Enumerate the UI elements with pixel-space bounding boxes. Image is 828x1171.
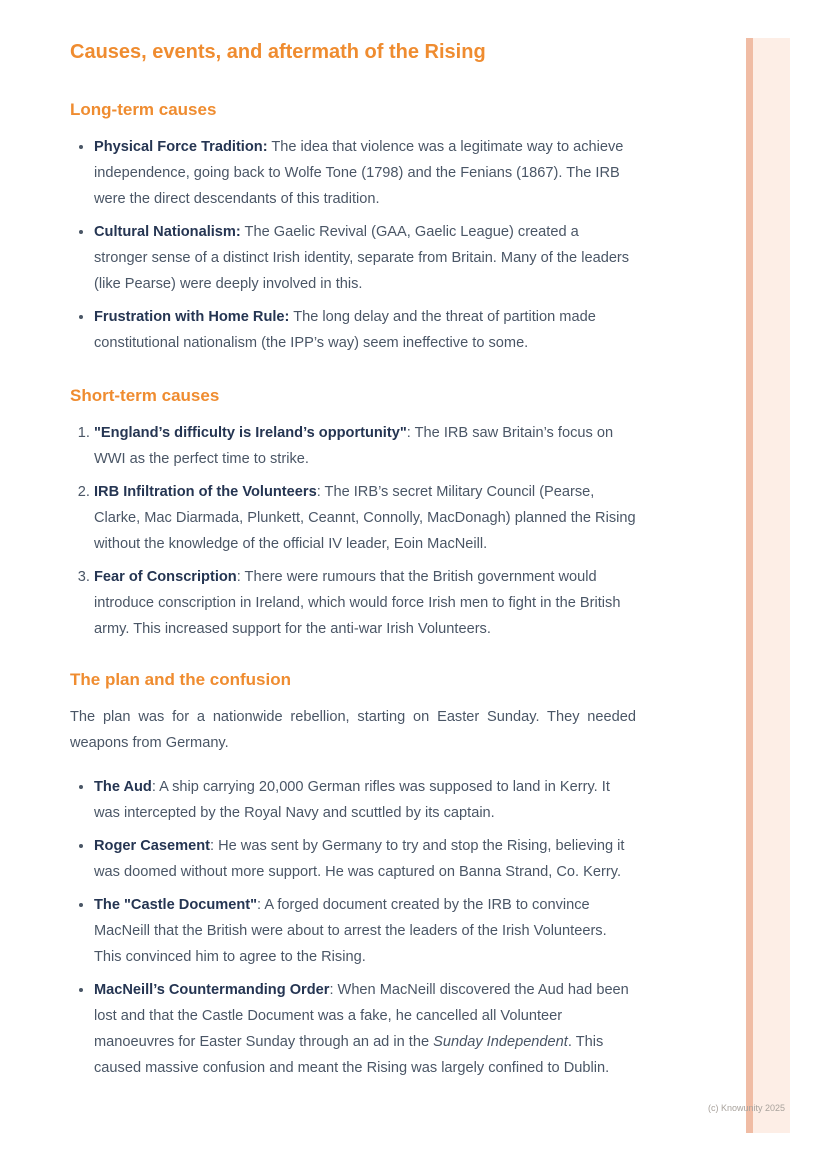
term-bold: Frustration with Home Rule: — [94, 309, 290, 325]
bullet-list — [70, 774, 636, 1081]
copyright-footer: (c) Knowunity 2025 — [707, 1103, 785, 1113]
bullet-list — [70, 134, 636, 356]
section-short-term-causes — [70, 386, 636, 642]
section-heading: Long-term causes — [70, 100, 217, 119]
section-long-term-causes — [70, 100, 636, 356]
list-item — [94, 479, 636, 557]
term-bold: IRB Infiltration of the Volunteers — [94, 484, 317, 500]
item-text: : He was sent by Germany to try and stop the Rising, believing it was doomed without more support. He was captured on Banna Strand, Co. Kerry. — [94, 838, 625, 880]
right-accent-bar — [746, 38, 790, 1133]
numbered-list — [70, 420, 636, 642]
term-bold: Fear of Conscription — [94, 569, 237, 585]
term-bold: "England’s difficulty is Ireland’s opportunity" — [94, 425, 407, 441]
term-bold: Roger Casement — [94, 838, 210, 854]
list-item — [94, 833, 636, 885]
section-heading: Short-term causes — [70, 386, 220, 405]
list-item — [94, 134, 636, 212]
term-bold: Cultural Nationalism: — [94, 224, 241, 240]
list-item — [94, 304, 636, 356]
term-bold: The Aud — [94, 779, 152, 795]
page-title: Causes, events, and aftermath of the Rising — [70, 41, 486, 63]
term-bold: The "Castle Document" — [94, 897, 258, 913]
item-text: The Gaelic Revival (GAA, Gaelic League) created a stronger sense of a distinct Irish identity, separate from Britain. Many of the leaders (like Pearse) were deeply involved in this. — [94, 224, 630, 292]
section-heading: The plan and the confusion — [70, 670, 291, 689]
item-text: : There were rumours that the British government would introduce conscription in Ireland, which would force Irish men to fight in the British army. This increased support for the anti-war Irish Volunteers. — [94, 569, 621, 637]
item-text: : The IRB saw Britain’s focus on WWI as the perfect time to strike. — [94, 425, 614, 467]
list-item — [94, 219, 636, 297]
list-item — [94, 977, 636, 1081]
document-content — [70, 40, 636, 1081]
item-text: The idea that violence was a legitimate way to achieve independence, going back to Wolfe Tone (1798) and the Fenians (1867). The IRB were the direct descendants of this tradition. — [94, 139, 624, 207]
item-text: : A forged document created by the IRB to convince MacNeill that the British were about to arrest the leaders of the Irish Volunteers. This convinced him to agree to the Rising. — [94, 897, 607, 965]
item-text: The long delay and the threat of partition made constitutional nationalism (the IPP’s way) seem ineffective to some. — [94, 309, 596, 351]
list-item — [94, 892, 636, 970]
section-paragraph: The plan was for a nationwide rebellion, starting on Easter Sunday. They needed weapons from Germany. — [70, 709, 636, 751]
item-text: . This caused massive confusion and meant the Rising was largely confined to Dublin. — [94, 1034, 610, 1076]
term-bold: Physical Force Tradition: — [94, 139, 268, 155]
list-item — [94, 774, 636, 826]
item-text: : The IRB’s secret Military Council (Pearse, Clarke, Mac Diarmada, Plunkett, Ceannt, Connolly, MacDonagh) planned the Rising without the knowledge of the official IV leader, Eoin MacNeill. — [94, 484, 636, 552]
section-plan-and-confusion — [70, 670, 636, 1081]
term-bold: MacNeill’s Countermanding Order — [94, 982, 330, 998]
item-text: : A ship carrying 20,000 German rifles was supposed to land in Kerry. It was intercepted by the Royal Navy and scuttled by its captain. — [94, 779, 610, 821]
publication-italic: Sunday Independent — [433, 1034, 568, 1050]
list-item — [94, 420, 636, 472]
list-item — [94, 564, 636, 642]
item-text: : When MacNeill discovered the Aud had been lost and that the Castle Document was a fake, he cancelled all Volunteer manoeuvres for Easter Sunday through an ad in the — [94, 982, 629, 1050]
